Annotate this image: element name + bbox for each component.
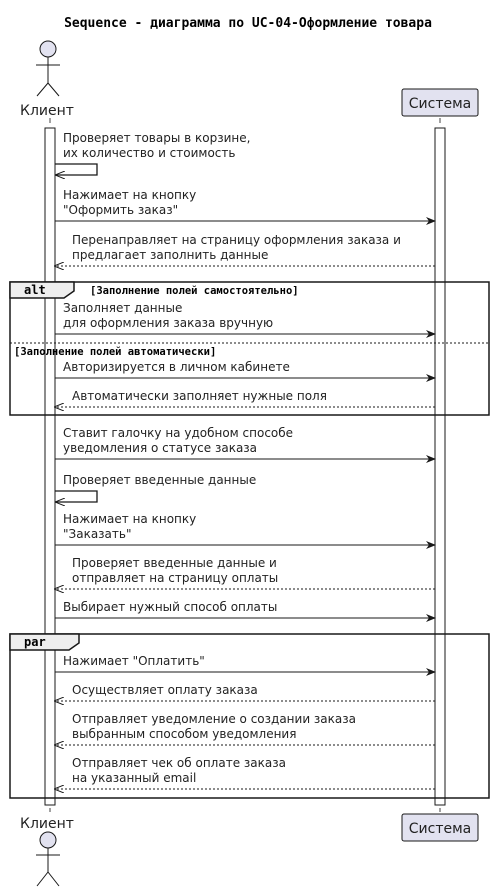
message-11 xyxy=(55,600,435,618)
message-7 xyxy=(55,426,435,459)
message-text: Нажимает на кнопку xyxy=(63,188,197,202)
client-activation xyxy=(45,128,55,805)
message-12 xyxy=(55,654,435,672)
message-text: на указанный email xyxy=(72,771,197,785)
message-text: выбранным способом уведомления xyxy=(72,727,297,741)
system-label-top: Система xyxy=(408,96,472,112)
message-3 xyxy=(55,233,435,266)
message-15 xyxy=(55,756,435,789)
message-13 xyxy=(55,683,435,701)
message-9 xyxy=(55,512,435,545)
message-text: Проверяет введенные данные и xyxy=(72,556,277,570)
client-label-top: Клиент xyxy=(20,103,74,119)
message-text: Автоматически заполняет нужные поля xyxy=(72,389,327,403)
message-text: Перенаправляет на страницу оформления заказа и xyxy=(72,233,401,247)
message-text: Нажимает на кнопку xyxy=(63,512,197,526)
message-text: Проверяет введенные данные xyxy=(63,473,257,487)
message-text: Нажимает "Оплатить" xyxy=(63,654,205,668)
par-label: par xyxy=(24,635,46,649)
message-8 xyxy=(55,473,256,502)
self-arrow xyxy=(55,164,97,175)
client-label-bottom: Клиент xyxy=(20,816,74,832)
message-text: Авторизируется в личном кабинете xyxy=(63,360,290,374)
message-text: предлагает заполнить данные xyxy=(72,248,269,262)
system-activation xyxy=(435,128,445,805)
message-text: уведомления о статусе заказа xyxy=(63,441,258,455)
message-text: Выбирает нужный способ оплаты xyxy=(63,600,278,614)
message-text: Отправляет чек об оплате заказа xyxy=(72,756,286,770)
messages-group xyxy=(55,131,435,789)
alt-condition-2: [Заполнение полей автоматически] xyxy=(14,346,217,358)
alt-condition-1: [Заполнение полей самостоятельно] xyxy=(90,285,299,297)
message-1 xyxy=(55,131,250,175)
message-10 xyxy=(55,556,435,589)
message-5 xyxy=(55,360,435,378)
client-actor-bottom xyxy=(36,832,60,886)
message-text: их количество и стоимость xyxy=(63,146,236,160)
alt-label: alt xyxy=(24,283,46,297)
client-actor-top xyxy=(36,41,60,96)
message-text: "Заказать" xyxy=(63,527,132,541)
message-text: для оформления заказа вручную xyxy=(63,316,274,330)
message-2 xyxy=(55,188,435,221)
diagram-title: Sequence - диаграмма по UC-04-Оформление товара xyxy=(64,16,432,31)
message-text: отправляет на страницу оплаты xyxy=(72,571,279,585)
message-text: Заполняет данные xyxy=(63,301,183,315)
message-text: Ставит галочку на удобном способе xyxy=(63,426,294,440)
message-6 xyxy=(55,389,435,407)
message-4 xyxy=(55,301,435,334)
message-text: "Оформить заказ" xyxy=(63,203,179,217)
message-text: Отправляет уведомление о создании заказа xyxy=(72,712,356,726)
message-14 xyxy=(55,712,435,745)
system-label-bottom: Система xyxy=(408,821,472,837)
message-text: Осуществляет оплату заказа xyxy=(72,683,258,697)
message-text: Проверяет товары в корзине, xyxy=(63,131,251,145)
self-arrow xyxy=(55,491,97,502)
